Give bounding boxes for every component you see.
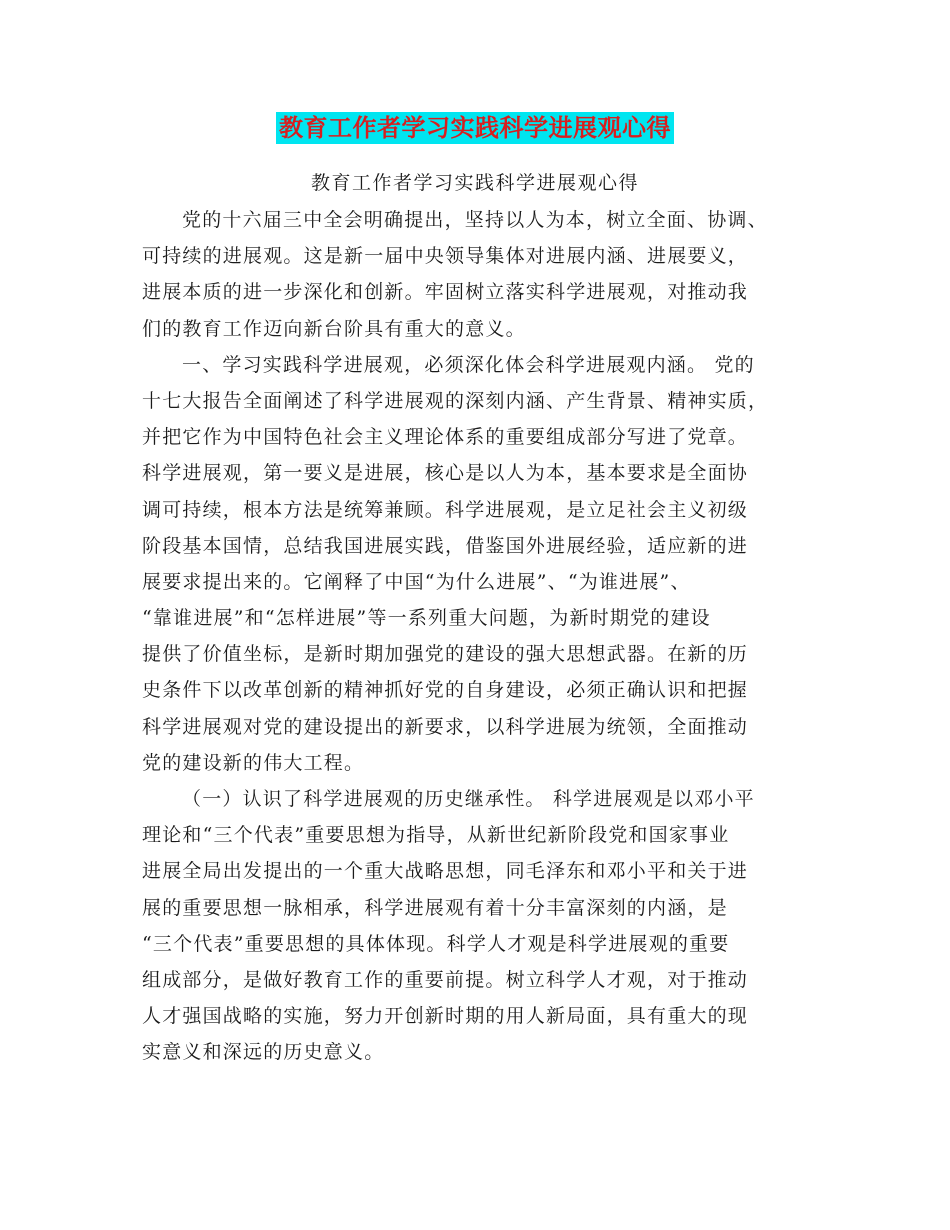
document-subtitle: 教育工作者学习实践科学进展观心得 bbox=[310, 172, 639, 194]
paragraph-line: 一、学习实践科学进展观，必须深化体会科学进展观内涵。 党的 bbox=[182, 353, 755, 376]
paragraph-line: 们的教育工作迈向新台阶具有重大的意义。 bbox=[142, 317, 526, 340]
paragraph-line: 展要求提出来的。它阐释了中国“为什么进展”、“为谁进展”、 bbox=[142, 570, 691, 593]
paragraph-line: 十七大报告全面阐述了科学进展观的深刻内涵、产生背景、精神实质， bbox=[142, 389, 769, 412]
paragraph-line: 科学进展观对党的建设提出的新要求，以科学进展为统领，全面推动 bbox=[142, 715, 749, 738]
paragraph-line: 提供了价值坐标，是新时期加强党的建设的强大思想武器。在新的历 bbox=[142, 643, 749, 666]
paragraph-line: 展的重要思想一脉相承，科学进展观有着十分丰富深刻的内涵，是 bbox=[142, 896, 728, 919]
paragraph-line: （一）认识了科学进展观的历史继承性。 科学进展观是以邓小平 bbox=[182, 788, 755, 810]
paragraph-line: 人才强国战略的实施，努力开创新时期的用人新局面，具有重大的现 bbox=[142, 1005, 749, 1028]
paragraph-line: 组成部分，是做好教育工作的重要前提。树立科学人才观，对于推动 bbox=[142, 968, 749, 991]
paragraph-line: 阶段基本国情，总结我国进展实践，借鉴国外进展经验，适应新的进 bbox=[142, 534, 749, 557]
paragraph-line: “三个代表”重要思想的具体体现。科学人才观是科学进展观的重要 bbox=[142, 932, 730, 955]
paragraph-line: 党的建设新的伟大工程。 bbox=[142, 751, 365, 774]
document-title: 教育工作者学习实践科学进展观心得 bbox=[276, 112, 674, 144]
document-title-container bbox=[0, 112, 950, 144]
paragraph-line: 史条件下以改革创新的精神抓好党的自身建设，必须正确认识和把握 bbox=[142, 679, 749, 702]
paragraph-line: “靠谁进展”和“怎样进展”等一系列重大问题，为新时期党的建设 bbox=[142, 607, 711, 630]
paragraph-line: 进展全局出发提出的一个重大战略思想，同毛泽东和邓小平和关于进 bbox=[142, 860, 749, 883]
paragraph-line: 调可持续，根本方法是统筹兼顾。科学进展观，是立足社会主义初级 bbox=[142, 498, 749, 521]
paragraph-line: 党的十六届三中全会明确提出，坚持以人为本，树立全面、协调、 bbox=[182, 209, 768, 231]
paragraph-line: 可持续的进展观。这是新一届中央领导集体对进展内涵、进展要义， bbox=[142, 245, 749, 268]
paragraph-line: 进展本质的进一步深化和创新。牢固树立落实科学进展观，对推动我 bbox=[142, 281, 749, 304]
paragraph-line: 科学进展观，第一要义是进展，核心是以人为本，基本要求是全面协 bbox=[142, 462, 749, 485]
paragraph-line: 并把它作为中国特色社会主义理论体系的重要组成部分写进了党章。 bbox=[142, 426, 749, 449]
document-body bbox=[142, 202, 810, 1071]
paragraph-line: 理论和“三个代表”重要思想为指导，从新世纪新阶段党和国家事业 bbox=[142, 824, 730, 847]
paragraph-line: 实意义和深远的历史意义。 bbox=[142, 1041, 385, 1064]
